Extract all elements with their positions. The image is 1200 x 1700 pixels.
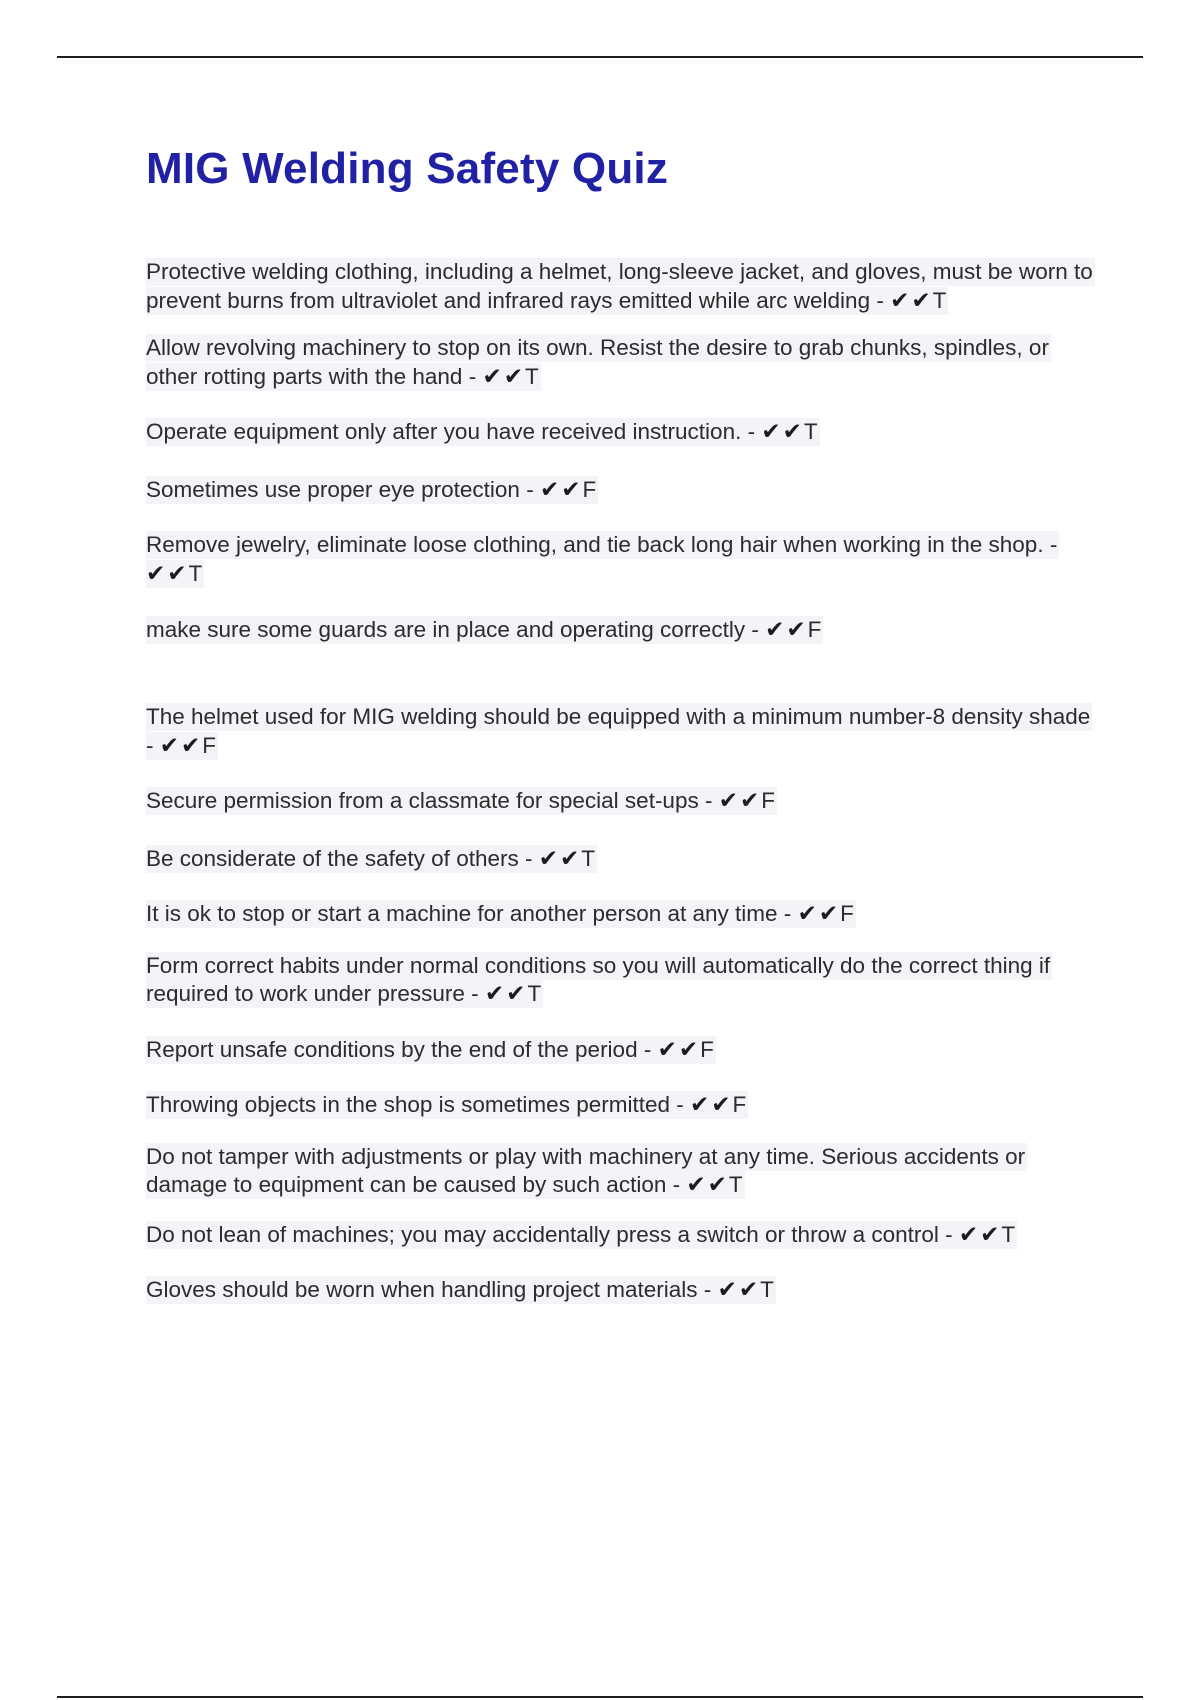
double-check-icon: ✔✔ <box>482 364 525 391</box>
answer-label: F <box>807 616 822 642</box>
question-text: Do not tamper with adjustments or play with machinery at any time. Serious accidents or damage to equipment can be caused by such action - <box>146 1143 1026 1198</box>
double-check-icon: ✔✔ <box>538 845 582 872</box>
double-check-icon: ✔✔ <box>146 561 189 588</box>
double-check-icon: ✔✔ <box>686 1172 729 1199</box>
double-check-icon: ✔✔ <box>539 476 583 503</box>
bottom-rule <box>57 1696 1143 1698</box>
quiz-item-line <box>146 1091 748 1119</box>
quiz-item <box>146 476 1096 505</box>
quiz-list <box>146 258 1096 1306</box>
question-text: Remove jewelry, eliminate loose clothing, and tie back long hair when working in the shop. - <box>146 532 1058 558</box>
answer-label: T <box>581 845 596 871</box>
question-text: Sometimes use proper eye protection - <box>146 476 540 502</box>
double-check-icon: ✔✔ <box>890 287 933 314</box>
double-check-icon: ✔✔ <box>657 1036 701 1063</box>
double-check-icon: ✔✔ <box>958 1221 1002 1248</box>
answer-label: T <box>728 1172 743 1198</box>
question-text: Gloves should be worn when handling project materials - <box>146 1277 718 1303</box>
answer-label: F <box>700 1036 714 1062</box>
quiz-item-line <box>146 531 1059 588</box>
answer-label: T <box>932 287 947 313</box>
quiz-item-line <box>146 616 823 644</box>
question-text: Protective welding clothing, including a helmet, long-sleeve jacket, and gloves, must be worn to prevent burns from ultraviolet and infrared rays emitted while arc welding - <box>146 259 1093 313</box>
quiz-item-line <box>146 952 1052 1009</box>
question-text: Be considerate of the safety of others - <box>146 845 539 871</box>
quiz-item <box>146 952 1096 1010</box>
quiz-item-line <box>146 1036 716 1064</box>
question-text: Report unsafe conditions by the end of the period - <box>146 1036 658 1062</box>
quiz-item-line <box>146 1221 1017 1249</box>
quiz-item <box>146 334 1096 392</box>
answer-label: F <box>840 901 854 927</box>
page-title: MIG Welding Safety Quiz <box>146 144 669 193</box>
double-check-icon: ✔✔ <box>484 981 528 1008</box>
quiz-item-line <box>146 703 1092 760</box>
double-check-icon: ✔✔ <box>761 419 804 446</box>
quiz-item-line <box>146 1276 776 1304</box>
quiz-item <box>146 1143 1096 1201</box>
quiz-item <box>146 258 1096 316</box>
answer-label: T <box>188 561 203 587</box>
quiz-item <box>146 845 1096 874</box>
question-text: The helmet used for MIG welding should be equipped with a minimum number-8 density shade - <box>146 704 1091 758</box>
answer-label: F <box>202 732 217 758</box>
quiz-item-line <box>146 418 820 446</box>
question-text: Form correct habits under normal conditions so you will automatically do the correct thing if required to work under pressure - <box>146 952 1051 1007</box>
quiz-item <box>146 1036 1096 1065</box>
double-check-icon: ✔✔ <box>797 901 841 928</box>
double-check-icon: ✔✔ <box>718 788 762 815</box>
quiz-item <box>146 531 1096 589</box>
question-text: Do not lean of machines; you may accidentally press a switch or throw a control - <box>146 1221 959 1247</box>
quiz-item-line <box>146 787 777 815</box>
quiz-item-line <box>146 900 856 928</box>
double-check-icon: ✔✔ <box>765 616 808 643</box>
quiz-item-line <box>146 845 597 873</box>
double-check-icon: ✔✔ <box>717 1277 761 1304</box>
double-check-icon: ✔✔ <box>689 1092 733 1119</box>
quiz-item <box>146 418 1096 447</box>
question-text: Throwing objects in the shop is sometimes permitted - <box>146 1092 690 1118</box>
question-text: make sure some guards are in place and operating correctly - <box>146 616 766 642</box>
quiz-item <box>146 900 1096 929</box>
quiz-item-line <box>146 1143 1027 1200</box>
quiz-item <box>146 1221 1096 1250</box>
double-check-icon: ✔✔ <box>159 732 203 759</box>
answer-label: T <box>760 1277 774 1303</box>
answer-label: F <box>761 788 776 814</box>
answer-label: F <box>732 1092 747 1118</box>
quiz-item <box>146 787 1096 816</box>
top-rule <box>57 56 1143 58</box>
quiz-item <box>146 1091 1096 1120</box>
answer-label: T <box>524 364 539 390</box>
answer-label: T <box>803 419 818 445</box>
quiz-item-line <box>146 476 598 504</box>
question-text: Allow revolving machinery to stop on its own. Resist the desire to grab chunks, spindles, or other rotting parts with the hand - <box>146 335 1049 390</box>
quiz-item-line <box>146 334 1051 391</box>
quiz-item-line <box>146 258 1095 315</box>
question-text: Secure permission from a classmate for special set-ups - <box>146 788 719 814</box>
answer-label: T <box>527 981 542 1007</box>
answer-label: F <box>582 476 597 502</box>
question-text: Operate equipment only after you have received instruction. - <box>146 419 762 445</box>
quiz-item <box>146 1276 1096 1305</box>
quiz-item <box>146 703 1096 761</box>
quiz-item <box>146 616 1096 645</box>
question-text: It is ok to stop or start a machine for another person at any time - <box>146 901 798 927</box>
answer-label: T <box>1001 1221 1016 1247</box>
